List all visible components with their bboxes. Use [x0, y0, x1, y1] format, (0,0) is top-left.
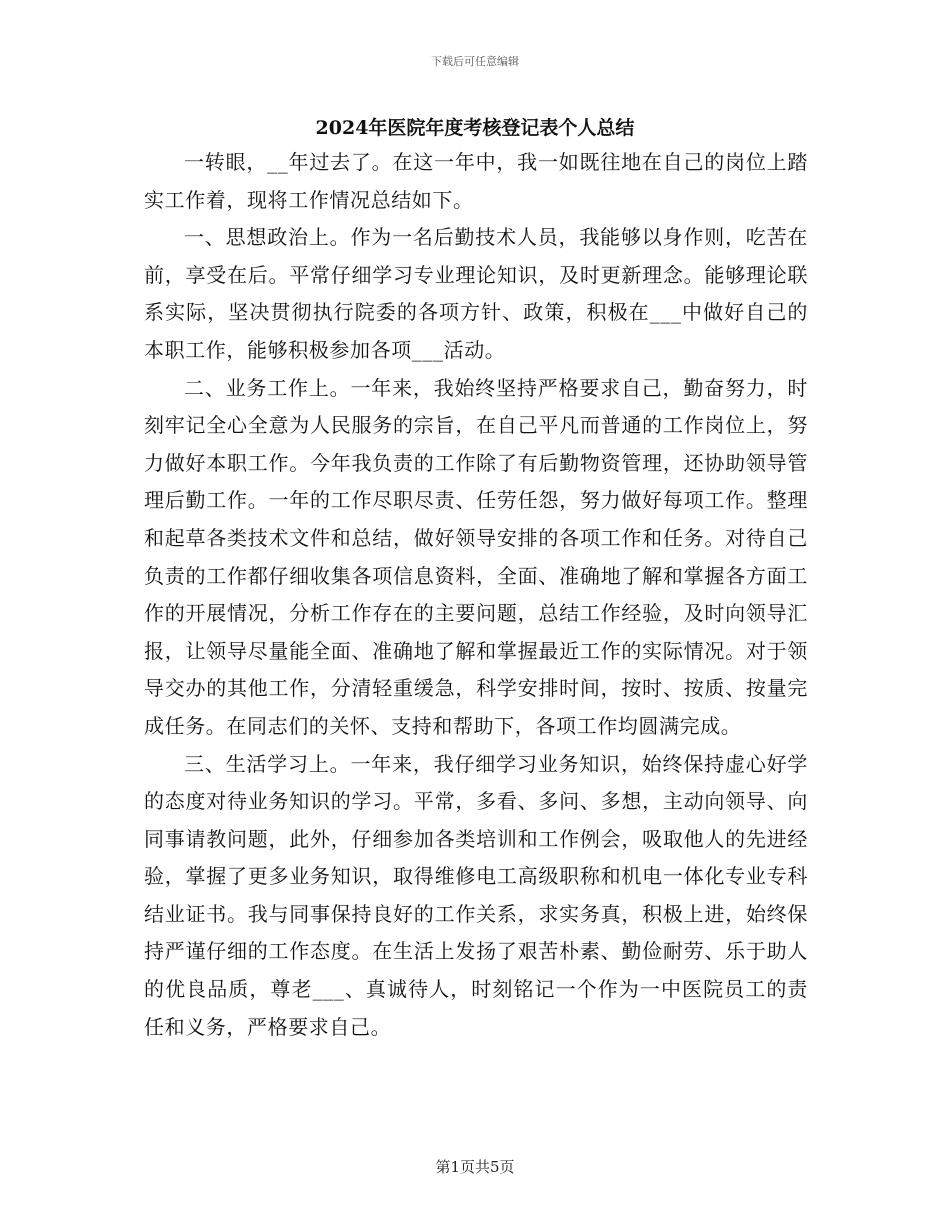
paragraph-ideology: 一、思想政治上。作为一名后勤技术人员，我能够以身作则，吃苦在前，享受在后。平常仔细学习专业理论知识，及时更新理念。能够理论联系实际，坚决贯彻执行院委的各项方针、政策，积极在___中做好自己的本职工作，能够积极参加各项___活动。 [144, 225, 808, 362]
paragraph-life-study: 三、生活学习上。一年来，我仔细学习业务知识，始终保持虚心好学的态度对待业务知识的学习。平常，多看、多问、多想，主动向领导、向同事请教问题，此外，仔细参加各类培训和工作例会，吸取他人的先进经验，掌握了更多业务知识，取得维修电工高级职称和机电一体化专业专科结业证书。我与同事保持良好的工作关系，求实务真，积极上进，始终保持严谨仔细的工作态度。在生活上发扬了艰苦朴素、勤俭耐劳、乐于助人的优良品质，尊老___、真诚待人，时刻铭记一个作为一中医院员工的责任和义务，严格要求自己。 [144, 751, 808, 1039]
document-title: 2024年医院年度考核登记表个人总结 [315, 117, 635, 139]
paragraph-intro: 一转眼，__年过去了。在这一年中，我一如既往地在自己的岗位上踏实工作着，现将工作情况总结如下。 [144, 150, 808, 212]
paragraph-work: 二、业务工作上。一年来，我始终坚持严格要求自己，勤奋努力，时刻牢记全心全意为人民服务的宗旨，在自己平凡而普通的工作岗位上，努力做好本职工作。今年我负责的工作除了有后勤物资管理，还协助领导管理后勤工作。一年的工作尽职尽责、任劳任怨，努力做好每项工作。整理和起草各类技术文件和总结，做好领导安排的各项工作和任务。对待自己负责的工作都仔细收集各项信息资料，全面、准确地了解和掌握各方面工作的开展情况，分析工作存在的主要问题，总结工作经验，及时向领导汇报，让领导尽量能全面、准确地了解和掌握最近工作的实际情况。对于领导交办的其他工作，分清轻重缓急，科学安排时间，按时、按质、按量完成任务。在同志们的关怀、支持和帮助下，各项工作均圆满完成。 [144, 375, 808, 738]
document-body [144, 144, 808, 1046]
header-note: 下载后可任意编辑 [431, 55, 519, 68]
page-number: 第1页共5页 [435, 1158, 515, 1176]
